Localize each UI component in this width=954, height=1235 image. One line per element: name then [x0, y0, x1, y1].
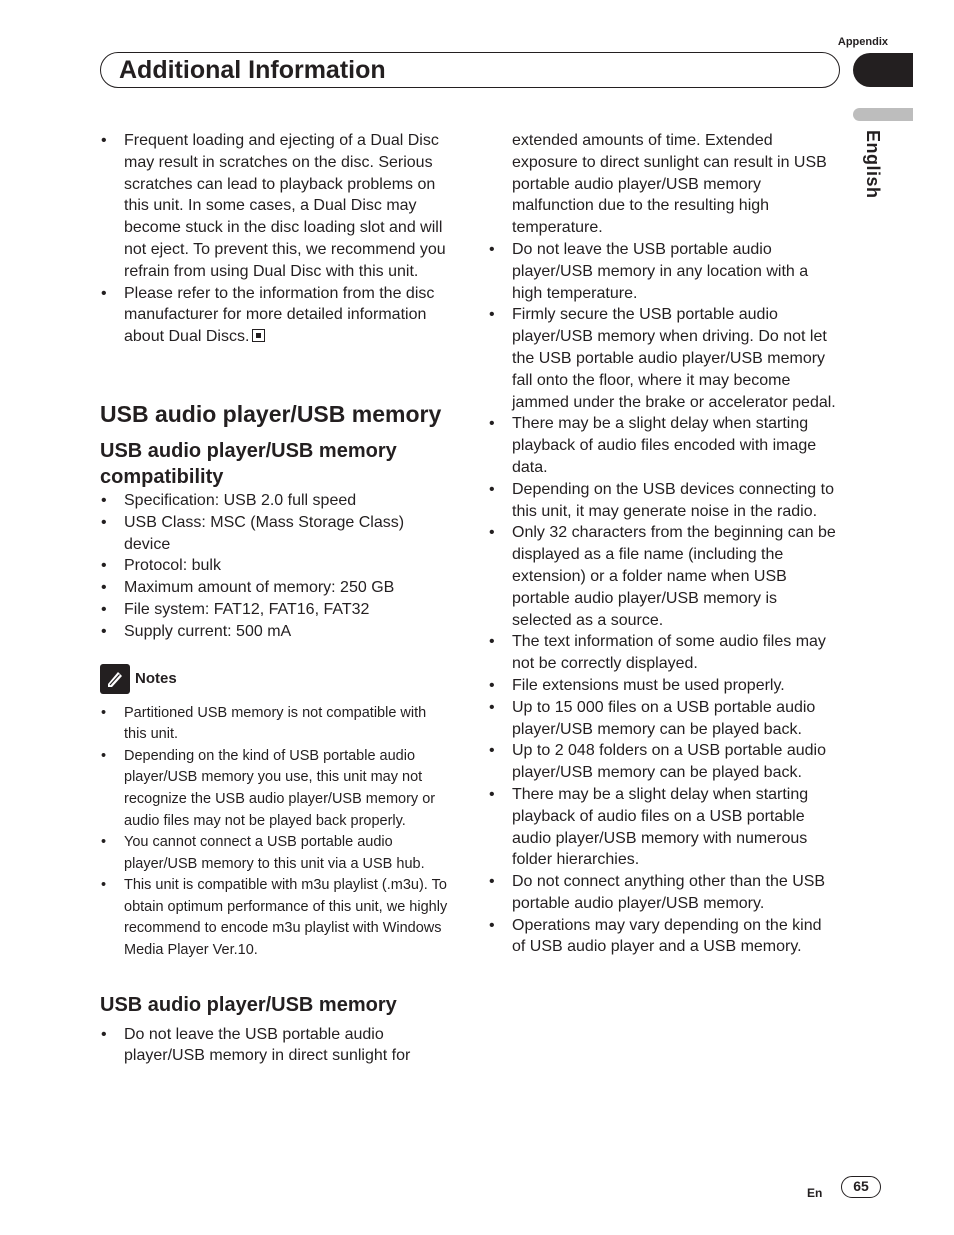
list-item: • Protocol: bulk	[100, 555, 450, 577]
language-tab	[853, 108, 913, 121]
section-title: USB audio player/USB memory	[100, 400, 442, 427]
continued-text: extended amounts of time. Extended exposure to direct sunlight can result in USB portable audio player/USB memory malfunction due to the resulting high temperature.	[512, 132, 827, 237]
notes-list	[100, 703, 450, 962]
list-item: • Maximum amount of memory: 250 GB	[100, 577, 450, 599]
language-code: En	[807, 1186, 823, 1200]
intro-list	[100, 130, 450, 348]
list-item: • Up to 2 048 folders on a USB portable audio player/USB memory can be played back.	[488, 740, 838, 784]
list-item: • Depending on the kind of USB portable audio player/USB memory you use, this unit may not recognize the USB audio player/USB memory or audio files may not be played back properly.	[100, 746, 450, 832]
list-item: • Do not leave the USB portable audio player/USB memory in direct sunlight for	[100, 1024, 450, 1068]
compatibility-list	[100, 490, 450, 643]
left-column	[100, 130, 450, 1067]
list-item: • File system: FAT12, FAT16, FAT32	[100, 599, 450, 621]
list-item: • USB Class: MSC (Mass Storage Class) device	[100, 512, 450, 556]
language-label: English	[863, 130, 883, 199]
pencil-note-icon	[100, 664, 130, 694]
list-item: • Do not leave the USB portable audio player/USB memory in any location with a high temperature.	[488, 239, 838, 304]
notes-heading	[100, 664, 450, 694]
list-item: • Up to 15 000 files on a USB portable audio player/USB memory can be played back.	[488, 697, 838, 741]
list-item: • Only 32 characters from the beginning can be displayed as a file name (including the extension) or a folder name when USB portable audio player/USB memory is selected as a source.	[488, 522, 838, 631]
list-item: • File extensions must be used properly.	[488, 675, 838, 697]
notes-label: Notes	[135, 670, 177, 688]
list-item: • Do not connect anything other than the USB portable audio player/USB memory.	[488, 871, 838, 915]
memory-list	[100, 1024, 450, 1068]
end-mark-icon	[252, 329, 265, 342]
memory-heading: USB audio player/USB memory	[100, 993, 397, 1016]
list-item: • Depending on the USB devices connecting to this unit, it may generate noise in the radio.	[488, 479, 838, 523]
list-item: • Partitioned USB memory is not compatible with this unit.	[100, 703, 450, 746]
chapter-tab	[853, 53, 913, 87]
list-item: • Supply current: 500 mA	[100, 621, 450, 643]
list-item: • There may be a slight delay when starting playback of audio files encoded with image data.	[488, 413, 838, 478]
list-item: • The text information of some audio files may not be correctly displayed.	[488, 631, 838, 675]
usb-notes-list	[488, 239, 838, 958]
section-header	[100, 52, 840, 88]
list-item: • Operations may vary depending on the kind of USB audio player and a USB memory.	[488, 915, 838, 959]
list-item: • Firmly secure the USB portable audio player/USB memory when driving. Do not let the USB portable audio player/USB memory fall onto the floor, where it may become jammed under the brake or accelerator pedal.	[488, 304, 838, 413]
page-title: Additional Information	[119, 56, 386, 84]
list-item: • There may be a slight delay when starting playback of audio files on a USB portable audio player/USB memory with numerous folder hierarchies.	[488, 784, 838, 871]
list-item: • You cannot connect a USB portable audio player/USB memory to this unit via a USB hub.	[100, 832, 450, 875]
right-column	[488, 130, 838, 958]
list-item: • This unit is compatible with m3u playlist (.m3u). To obtain optimum performance of this unit, we highly recommend to encode m3u playlist with Windows Media Player Ver.10.	[100, 875, 450, 961]
list-item: • Specification: USB 2.0 full speed	[100, 490, 450, 512]
compatibility-heading: USB audio player/USB memory compatibility	[100, 439, 397, 488]
appendix-label: Appendix	[837, 36, 888, 48]
page-number: 65	[841, 1176, 881, 1198]
list-item: • Please refer to the information from the disc manufacturer for more detailed information about Dual Discs.	[100, 283, 450, 348]
list-item: • Frequent loading and ejecting of a Dual Disc may result in scratches on the disc. Serious scratches can lead to playback problems on this unit. In some cases, a Dual Disc may become stuck in the disc loading slot and will not eject. To prevent this, we recommend you refrain from using Dual Disc with this unit.	[100, 130, 450, 283]
